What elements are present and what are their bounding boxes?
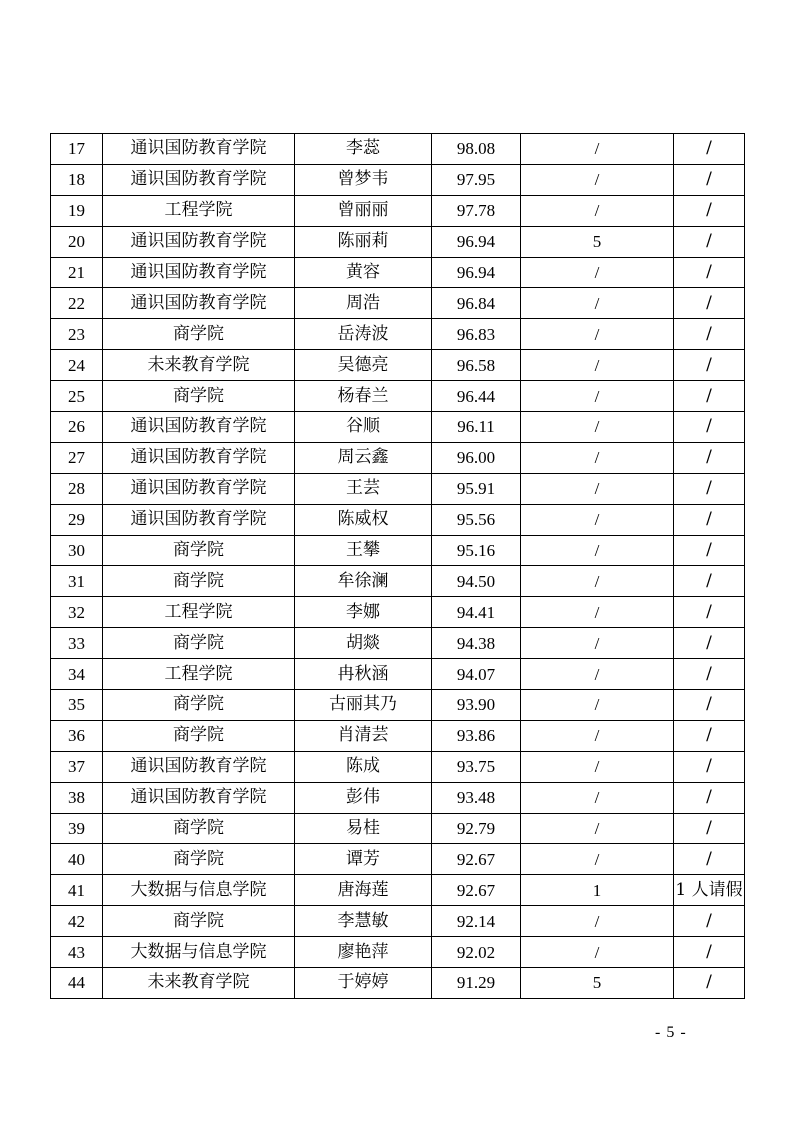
score-cell: 92.79 [432,813,521,844]
table-row [51,134,745,165]
count-cell: / [521,319,674,350]
name-cell: 古丽其乃 [295,690,432,721]
note-cell: / [674,350,745,381]
index-cell: 29 [51,504,103,535]
score-cell: 98.08 [432,134,521,165]
score-table [50,133,745,999]
name-cell: 陈威权 [295,504,432,535]
count-cell: / [521,844,674,875]
index-cell: 43 [51,937,103,968]
index-cell: 26 [51,412,103,443]
college-cell: 工程学院 [103,195,295,226]
note-cell: / [674,751,745,782]
college-cell: 商学院 [103,535,295,566]
score-cell: 95.16 [432,535,521,566]
page-number: - 5 - [655,1024,687,1041]
college-cell: 通识国防教育学院 [103,288,295,319]
name-cell: 杨春兰 [295,381,432,412]
index-cell: 20 [51,226,103,257]
count-cell: / [521,412,674,443]
name-cell: 黄容 [295,257,432,288]
note-cell: / [674,937,745,968]
college-cell: 商学院 [103,319,295,350]
count-cell: 1 [521,875,674,906]
score-cell: 93.90 [432,690,521,721]
score-cell: 96.94 [432,226,521,257]
note-cell: / [674,597,745,628]
college-cell: 工程学院 [103,659,295,690]
college-cell: 通识国防教育学院 [103,473,295,504]
note-cell: / [674,134,745,165]
name-cell: 谷顺 [295,412,432,443]
score-cell: 96.84 [432,288,521,319]
college-cell: 通识国防教育学院 [103,257,295,288]
college-cell: 通识国防教育学院 [103,134,295,165]
score-cell: 91.29 [432,968,521,999]
table-row [51,968,745,999]
table-row [51,597,745,628]
note-cell: / [674,257,745,288]
name-cell: 岳涛波 [295,319,432,350]
index-cell: 27 [51,442,103,473]
note-cell: / [674,566,745,597]
college-cell: 商学院 [103,844,295,875]
count-cell: / [521,288,674,319]
note-cell: / [674,319,745,350]
count-cell: / [521,350,674,381]
score-cell: 95.91 [432,473,521,504]
score-cell: 92.67 [432,844,521,875]
note-cell: / [674,813,745,844]
count-cell: / [521,597,674,628]
count-cell: / [521,442,674,473]
college-cell: 商学院 [103,813,295,844]
note-cell: / [674,690,745,721]
college-cell: 未来教育学院 [103,350,295,381]
table-row [51,288,745,319]
index-cell: 39 [51,813,103,844]
table-row [51,906,745,937]
table-row [51,412,745,443]
note-cell: / [674,535,745,566]
table-row [51,350,745,381]
table-row [51,751,745,782]
table-row [51,844,745,875]
name-cell: 李蕊 [295,134,432,165]
count-cell: / [521,535,674,566]
table-row [51,381,745,412]
count-cell: / [521,782,674,813]
college-cell: 商学院 [103,628,295,659]
table-row [51,164,745,195]
note-cell: / [674,226,745,257]
college-cell: 通识国防教育学院 [103,442,295,473]
table-row [51,473,745,504]
table-row [51,226,745,257]
note-cell: / [674,968,745,999]
score-cell: 93.48 [432,782,521,813]
name-cell: 吴德亮 [295,350,432,381]
score-cell: 94.07 [432,659,521,690]
college-cell: 通识国防教育学院 [103,164,295,195]
name-cell: 周云鑫 [295,442,432,473]
note-cell: / [674,412,745,443]
note-cell: / [674,906,745,937]
count-cell: 5 [521,226,674,257]
score-cell: 94.41 [432,597,521,628]
score-cell: 94.38 [432,628,521,659]
table-row [51,504,745,535]
count-cell: / [521,566,674,597]
score-cell: 94.50 [432,566,521,597]
table-row [51,782,745,813]
count-cell: / [521,751,674,782]
index-cell: 25 [51,381,103,412]
table-row [51,535,745,566]
table-row [51,720,745,751]
note-cell: 1 人请假 [674,875,745,906]
college-cell: 商学院 [103,566,295,597]
index-cell: 24 [51,350,103,381]
score-cell: 96.83 [432,319,521,350]
name-cell: 陈成 [295,751,432,782]
index-cell: 17 [51,134,103,165]
college-cell: 通识国防教育学院 [103,504,295,535]
score-cell: 96.44 [432,381,521,412]
count-cell: / [521,195,674,226]
college-cell: 工程学院 [103,597,295,628]
note-cell: / [674,844,745,875]
score-cell: 93.86 [432,720,521,751]
name-cell: 周浩 [295,288,432,319]
count-cell: / [521,473,674,504]
college-cell: 通识国防教育学院 [103,226,295,257]
note-cell: / [674,442,745,473]
index-cell: 34 [51,659,103,690]
table-row [51,659,745,690]
name-cell: 王芸 [295,473,432,504]
score-cell: 97.95 [432,164,521,195]
college-cell: 通识国防教育学院 [103,782,295,813]
name-cell: 于婷婷 [295,968,432,999]
count-cell: / [521,813,674,844]
table-row [51,319,745,350]
name-cell: 胡燚 [295,628,432,659]
college-cell: 商学院 [103,720,295,751]
name-cell: 李慧敏 [295,906,432,937]
index-cell: 41 [51,875,103,906]
index-cell: 22 [51,288,103,319]
score-cell: 96.00 [432,442,521,473]
note-cell: / [674,195,745,226]
note-cell: / [674,288,745,319]
table-row [51,937,745,968]
count-cell: / [521,937,674,968]
index-cell: 38 [51,782,103,813]
note-cell: / [674,381,745,412]
score-cell: 92.67 [432,875,521,906]
name-cell: 肖清芸 [295,720,432,751]
college-cell: 未来教育学院 [103,968,295,999]
score-cell: 97.78 [432,195,521,226]
count-cell: / [521,164,674,195]
index-cell: 42 [51,906,103,937]
note-cell: / [674,782,745,813]
table-row [51,628,745,659]
index-cell: 30 [51,535,103,566]
count-cell: / [521,659,674,690]
college-cell: 商学院 [103,906,295,937]
score-cell: 96.94 [432,257,521,288]
college-cell: 通识国防教育学院 [103,751,295,782]
college-cell: 大数据与信息学院 [103,937,295,968]
index-cell: 21 [51,257,103,288]
table-row [51,195,745,226]
note-cell: / [674,628,745,659]
index-cell: 35 [51,690,103,721]
table-row [51,875,745,906]
score-cell: 95.56 [432,504,521,535]
name-cell: 曾丽丽 [295,195,432,226]
count-cell: / [521,628,674,659]
note-cell: / [674,473,745,504]
score-cell: 92.02 [432,937,521,968]
name-cell: 廖艳萍 [295,937,432,968]
name-cell: 李娜 [295,597,432,628]
index-cell: 28 [51,473,103,504]
index-cell: 19 [51,195,103,226]
count-cell: / [521,134,674,165]
score-cell: 96.58 [432,350,521,381]
index-cell: 40 [51,844,103,875]
note-cell: / [674,720,745,751]
index-cell: 36 [51,720,103,751]
index-cell: 18 [51,164,103,195]
name-cell: 陈丽莉 [295,226,432,257]
index-cell: 37 [51,751,103,782]
college-cell: 商学院 [103,381,295,412]
college-cell: 商学院 [103,690,295,721]
table-row [51,813,745,844]
name-cell: 王攀 [295,535,432,566]
name-cell: 牟徐澜 [295,566,432,597]
count-cell: / [521,906,674,937]
name-cell: 冉秋涵 [295,659,432,690]
table-row [51,442,745,473]
count-cell: / [521,381,674,412]
count-cell: / [521,690,674,721]
score-cell: 93.75 [432,751,521,782]
table-row [51,690,745,721]
college-cell: 大数据与信息学院 [103,875,295,906]
count-cell: / [521,257,674,288]
index-cell: 32 [51,597,103,628]
index-cell: 33 [51,628,103,659]
table-row [51,257,745,288]
college-cell: 通识国防教育学院 [103,412,295,443]
score-cell: 92.14 [432,906,521,937]
note-cell: / [674,164,745,195]
name-cell: 谭芳 [295,844,432,875]
index-cell: 31 [51,566,103,597]
table-row [51,566,745,597]
table-body [51,134,745,999]
name-cell: 易桂 [295,813,432,844]
count-cell: / [521,504,674,535]
index-cell: 44 [51,968,103,999]
note-cell: / [674,504,745,535]
score-cell: 96.11 [432,412,521,443]
count-cell: / [521,720,674,751]
name-cell: 彭伟 [295,782,432,813]
note-cell: / [674,659,745,690]
count-cell: 5 [521,968,674,999]
name-cell: 唐海莲 [295,875,432,906]
name-cell: 曾梦韦 [295,164,432,195]
index-cell: 23 [51,319,103,350]
